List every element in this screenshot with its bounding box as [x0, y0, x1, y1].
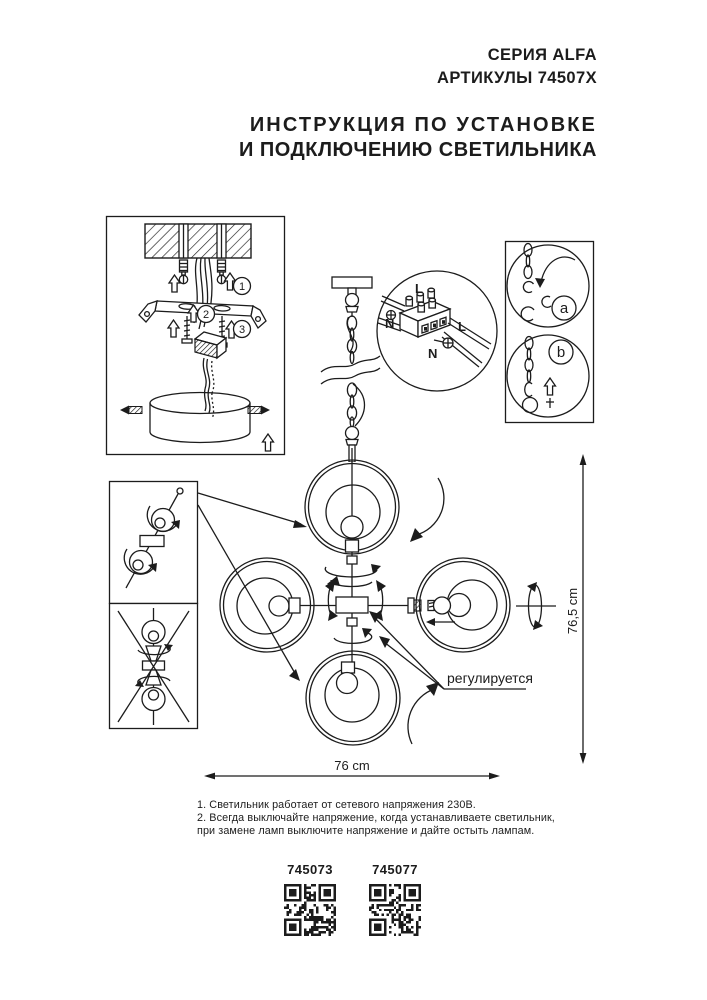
step-3-badge [234, 321, 251, 338]
articles-title: АРТИКУЛЫ 74507X [437, 69, 597, 87]
chain-lower [347, 383, 364, 427]
detail-a-circle [507, 245, 589, 327]
note-2: 2. Всегда выключайте напряжение, когда устанавливаете светильник, [197, 811, 555, 824]
header [437, 44, 597, 90]
product-right [367, 862, 423, 936]
detail-circle [377, 271, 497, 391]
chain-adjustment-details [504, 240, 595, 424]
chain-upper [347, 316, 357, 364]
safety-notes [197, 799, 555, 838]
wiring-detail [374, 268, 500, 394]
ceiling-mounting-diagram [105, 215, 286, 456]
note-1: 1. Светильник работает от сетевого напряжения 230В. [197, 799, 476, 811]
bulb-bottom [337, 673, 358, 694]
qr-code-icon [369, 884, 421, 936]
series-title: СЕРИЯ ALFA [487, 46, 597, 64]
detail-a-badge [552, 296, 576, 320]
live-out-label: L [458, 319, 466, 334]
bulb-insert [428, 597, 451, 614]
detail-b-label: b [556, 344, 566, 361]
step-1-number: 1 [238, 281, 246, 293]
product-article: 745077 [372, 862, 418, 877]
width-dimension [195, 755, 507, 785]
swing-arrow-top [410, 478, 444, 542]
product-article: 745073 [287, 862, 333, 877]
qr-code-icon [284, 884, 336, 936]
note-2-continued: при замене ламп выключите напряжение и дайте остыть лампам. [197, 824, 535, 837]
detail-a-label: a [559, 300, 569, 317]
live-in-label: L [415, 281, 423, 296]
height-dimension [563, 448, 605, 768]
central-hub [336, 597, 368, 613]
width-dimension-label: 76 cm [334, 758, 370, 773]
ceiling-plate [332, 277, 372, 288]
page-title [239, 113, 597, 163]
rotation-symbol-right [516, 582, 556, 630]
title-line2: И ПОДКЛЮЧЕНИЮ СВЕТИЛЬНИКА [238, 139, 597, 161]
step-2-badge [198, 306, 215, 323]
cord-loop [353, 384, 365, 426]
shade-rotation-diagrams [108, 480, 199, 730]
ball-lower [346, 427, 359, 440]
detail-b-badge [549, 340, 573, 364]
product-left [282, 862, 338, 936]
adjustable-label: регулируется [447, 670, 533, 686]
swing-arrow-bottom [408, 682, 439, 744]
chandelier-diagram [195, 448, 565, 768]
title-line1: ИНСТРУКЦИЯ ПО УСТАНОВКЕ [249, 114, 597, 136]
step-2-number: 2 [202, 309, 210, 321]
step-3-number: 3 [238, 324, 246, 336]
neutral-out-label: N [428, 346, 438, 361]
ceiling-hatch [145, 224, 251, 258]
neutral-in-label: N [385, 316, 395, 331]
step-1-badge [234, 278, 251, 295]
anchor-bolt-left [179, 260, 187, 284]
detail-b-circle [507, 335, 589, 417]
ball-finial [346, 294, 359, 307]
bulb-top [341, 516, 363, 538]
callout-lines [198, 493, 307, 681]
bulb-left [269, 596, 289, 616]
height-dimension-label: 76,5 cm [565, 587, 580, 635]
